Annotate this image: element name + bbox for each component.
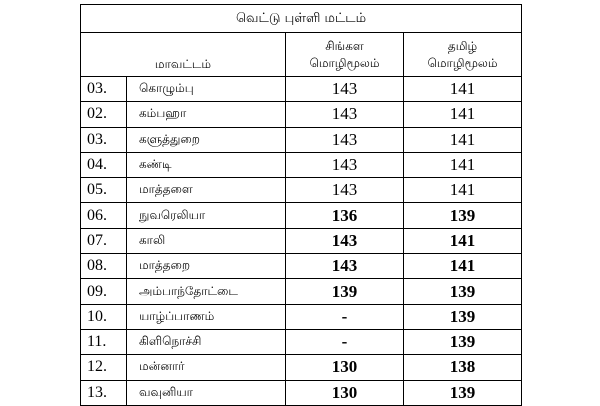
row-number: 03. xyxy=(81,127,127,152)
row-number: 12. xyxy=(81,355,127,380)
district-name: மாத்தறை xyxy=(127,254,286,279)
table-row xyxy=(81,228,522,253)
tamil-medium-cutoff: 141 xyxy=(404,228,522,253)
district-name: நுவரெலியா xyxy=(127,203,286,228)
sinhala-medium-cutoff: - xyxy=(286,304,404,329)
district-name: களுத்துறை xyxy=(127,127,286,152)
tamil-medium-cutoff: 141 xyxy=(404,102,522,127)
row-number: 08. xyxy=(81,254,127,279)
tamil-medium-cutoff: 141 xyxy=(404,152,522,177)
table-row xyxy=(81,102,522,127)
sinhala-medium-cutoff: 136 xyxy=(286,203,404,228)
tamil-medium-cutoff: 141 xyxy=(404,127,522,152)
table-row xyxy=(81,127,522,152)
district-name: கம்பஹா xyxy=(127,102,286,127)
tamil-header-line-1: தமிழ் xyxy=(447,38,478,53)
sinhala-medium-cutoff: 143 xyxy=(286,77,404,102)
table-row xyxy=(81,380,522,405)
sinhala-medium-cutoff: - xyxy=(286,329,404,354)
row-number: 13. xyxy=(81,380,127,405)
sinhala-header-line-1: சிங்கள xyxy=(325,38,364,53)
tamil-medium-cutoff: 139 xyxy=(404,304,522,329)
district-name: அம்பாந்தோட்டை xyxy=(127,279,286,304)
row-number: 09. xyxy=(81,279,127,304)
row-number: 10. xyxy=(81,304,127,329)
district-name: மன்னார் xyxy=(127,355,286,380)
sinhala-medium-cutoff: 143 xyxy=(286,178,404,203)
sinhala-medium-cutoff: 143 xyxy=(286,127,404,152)
tamil-medium-cutoff: 139 xyxy=(404,279,522,304)
tamil-header-line-2: மொழிமூலம் xyxy=(427,55,498,70)
table-row xyxy=(81,178,522,203)
district-name: கொழும்பு xyxy=(127,77,286,102)
table-body xyxy=(81,5,522,406)
sinhala-medium-header xyxy=(286,33,404,77)
table-row xyxy=(81,203,522,228)
sinhala-medium-cutoff: 143 xyxy=(286,254,404,279)
tamil-medium-cutoff: 139 xyxy=(404,380,522,405)
table-title: வெட்டு புள்ளி மட்டம் xyxy=(81,5,522,33)
sinhala-medium-cutoff: 143 xyxy=(286,102,404,127)
sinhala-medium-cutoff: 130 xyxy=(286,380,404,405)
district-name: மாத்தளை xyxy=(127,178,286,203)
row-number: 04. xyxy=(81,152,127,177)
table-row xyxy=(81,355,522,380)
table-row xyxy=(81,329,522,354)
table-row xyxy=(81,304,522,329)
row-number: 07. xyxy=(81,228,127,253)
header-row xyxy=(81,33,522,77)
table-row xyxy=(81,77,522,102)
tamil-medium-cutoff: 141 xyxy=(404,77,522,102)
row-number: 03. xyxy=(81,77,127,102)
sinhala-medium-cutoff: 139 xyxy=(286,279,404,304)
cutoff-table xyxy=(80,4,522,406)
district-header-label: மாவட்டம் xyxy=(154,57,212,71)
table-row xyxy=(81,152,522,177)
tamil-medium-cutoff: 141 xyxy=(404,254,522,279)
row-number: 06. xyxy=(81,203,127,228)
tamil-medium-cutoff: 138 xyxy=(404,355,522,380)
tamil-medium-cutoff: 141 xyxy=(404,178,522,203)
title-row xyxy=(81,5,522,33)
district-name: வவுனியா xyxy=(127,380,286,405)
row-number: 02. xyxy=(81,102,127,127)
tamil-medium-header xyxy=(404,33,522,77)
row-number: 11. xyxy=(81,329,127,354)
tamil-medium-cutoff: 139 xyxy=(404,203,522,228)
district-header xyxy=(81,33,286,77)
table-row xyxy=(81,254,522,279)
sinhala-header-line-2: மொழிமூலம் xyxy=(309,55,380,70)
tamil-medium-cutoff: 139 xyxy=(404,329,522,354)
sinhala-medium-cutoff: 143 xyxy=(286,228,404,253)
sinhala-medium-cutoff: 143 xyxy=(286,152,404,177)
district-name: காலி xyxy=(127,228,286,253)
table-row xyxy=(81,279,522,304)
district-name: யாழ்ப்பாணம் xyxy=(127,304,286,329)
district-name: கிளிநொச்சி xyxy=(127,329,286,354)
row-number: 05. xyxy=(81,178,127,203)
sinhala-medium-cutoff: 130 xyxy=(286,355,404,380)
district-name: கண்டி xyxy=(127,152,286,177)
